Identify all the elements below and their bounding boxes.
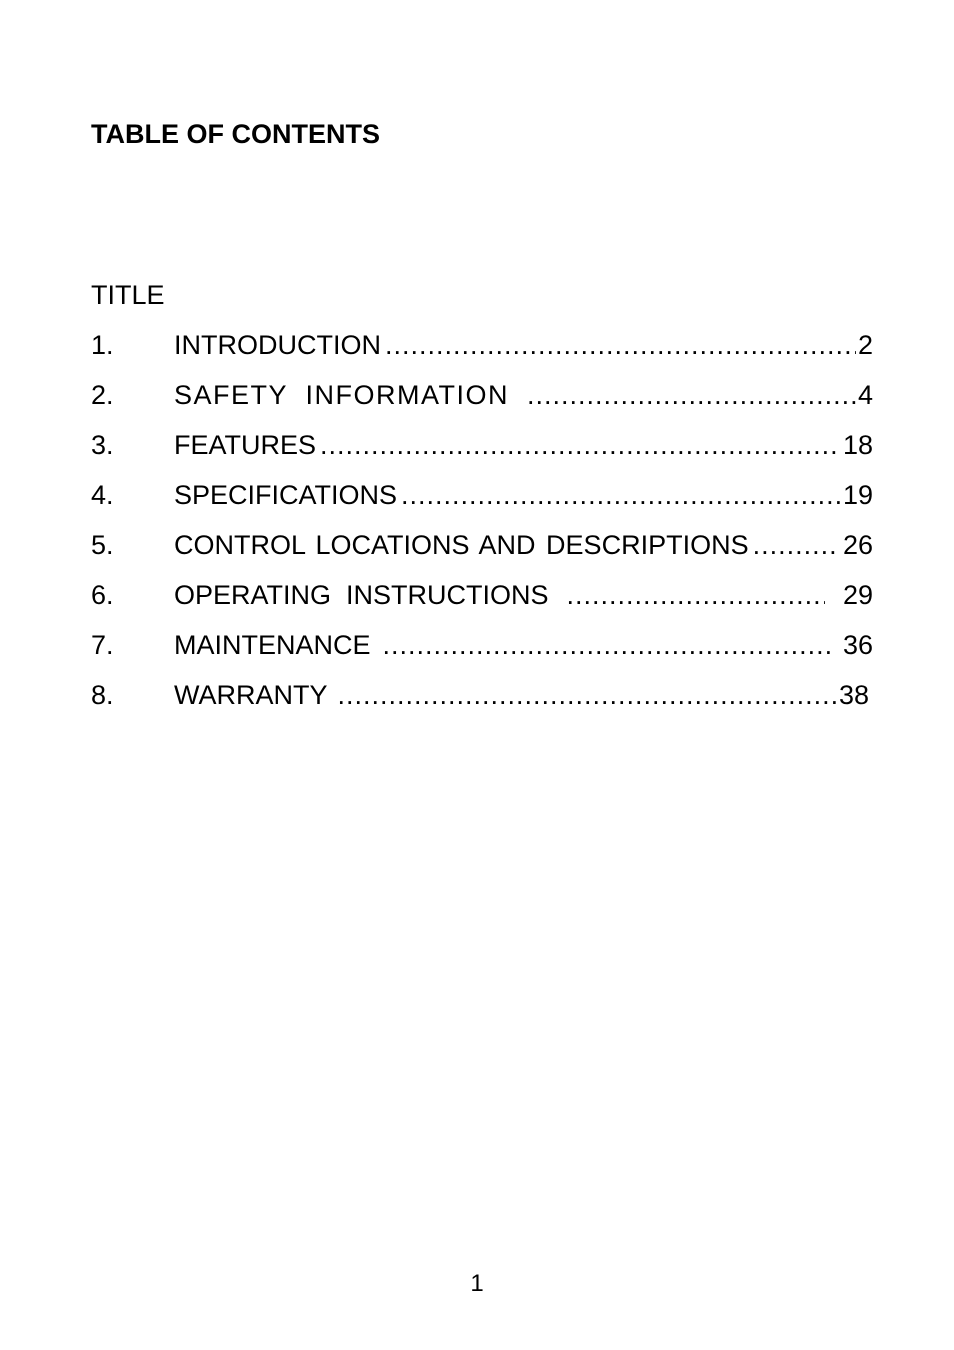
toc-entry-label: WARRANTY — [174, 680, 328, 710]
toc-entry-number: 3. — [91, 430, 114, 460]
toc-entry-page: 26 — [842, 530, 873, 560]
toc-entry-label: OPERATING INSTRUCTIONS — [174, 580, 549, 610]
column-heading: TITLE — [91, 280, 165, 310]
toc-list — [91, 328, 873, 728]
dot-leader — [383, 628, 835, 662]
toc-entry-label: FEATURES — [174, 430, 317, 460]
toc-entry-label: SAFETY INFORMATION — [174, 380, 510, 410]
toc-entry-safety-information[interactable] — [91, 378, 873, 428]
dot-leader — [320, 428, 841, 462]
dot-leader — [338, 678, 837, 712]
toc-entry-label: SPECIFICATIONS — [174, 480, 398, 510]
toc-entry-page: 4 — [857, 380, 873, 410]
toc-entry-number: 8. — [91, 680, 114, 710]
toc-entry-specifications[interactable] — [91, 478, 873, 528]
dot-leader — [567, 578, 825, 612]
toc-entry-page: 29 — [842, 580, 873, 610]
toc-entry-page: 19 — [842, 480, 873, 510]
toc-entry-operating-instructions[interactable] — [91, 578, 873, 628]
toc-entry-label: INTRODUCTION — [174, 330, 381, 360]
toc-entry-features[interactable] — [91, 428, 873, 478]
toc-entry-page: 2 — [857, 330, 873, 360]
toc-entry-maintenance[interactable] — [91, 628, 873, 678]
toc-entry-number: 1. — [91, 330, 114, 360]
toc-entry-warranty[interactable] — [91, 678, 873, 728]
toc-entry-control-locations[interactable] — [91, 528, 873, 578]
dot-leader — [753, 528, 835, 562]
page-number: 1 — [470, 1270, 484, 1297]
toc-entry-label: MAINTENANCE — [174, 630, 371, 660]
toc-entry-number: 7. — [91, 630, 114, 660]
dot-leader — [527, 378, 856, 412]
toc-entry-number: 4. — [91, 480, 114, 510]
toc-entry-number: 5. — [91, 530, 114, 560]
toc-entry-page: 36 — [842, 630, 873, 660]
toc-entry-page: 18 — [842, 430, 873, 460]
toc-entry-page: 38 — [838, 680, 869, 710]
page-title: TABLE OF CONTENTS — [91, 119, 380, 149]
toc-entry-number: 6. — [91, 580, 114, 610]
toc-entry-introduction[interactable] — [91, 328, 873, 378]
dot-leader — [401, 478, 841, 512]
toc-entry-number: 2. — [91, 380, 114, 410]
dot-leader — [385, 328, 856, 362]
toc-entry-label: CONTROL LOCATIONS AND DESCRIPTIONS — [174, 530, 749, 560]
